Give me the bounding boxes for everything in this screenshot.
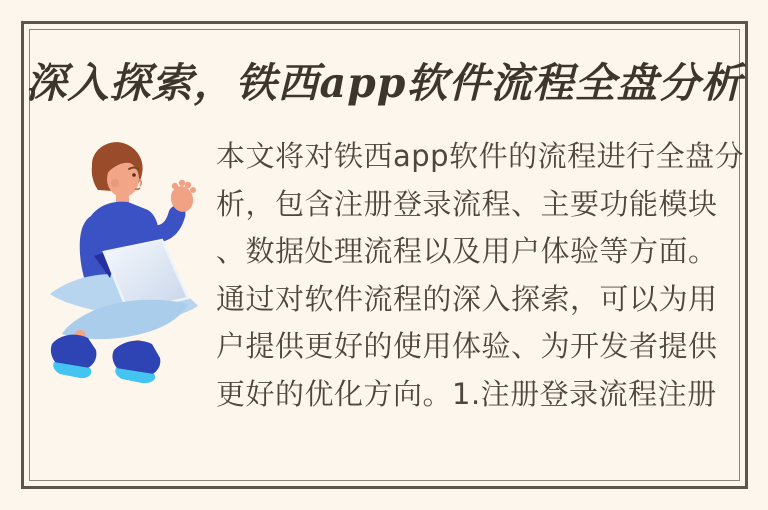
article-line: 户提供更好的使用体验、为开发者提供 <box>216 329 718 363</box>
article-line: 本文将对铁西app软件的流程进行全盘分 <box>216 139 745 173</box>
nose <box>139 179 141 186</box>
article-body <box>216 133 744 418</box>
person-laptop-illustration <box>36 136 234 384</box>
eye <box>132 173 136 177</box>
article-line: 更好的优化方向。1.注册登录流程注册 <box>216 376 717 411</box>
article-line: 通过对软件流程的深入探索，可以为用 <box>216 281 718 316</box>
ear <box>111 179 119 187</box>
article-title: 深入探索，铁西app软件流程全盘分析 <box>25 59 743 107</box>
article-line: 析，包含注册登录流程、主要功能模块 <box>216 186 718 221</box>
article-line: 、数据处理流程以及用户体验等方面。 <box>216 234 718 268</box>
person-illustration-svg <box>36 136 234 384</box>
